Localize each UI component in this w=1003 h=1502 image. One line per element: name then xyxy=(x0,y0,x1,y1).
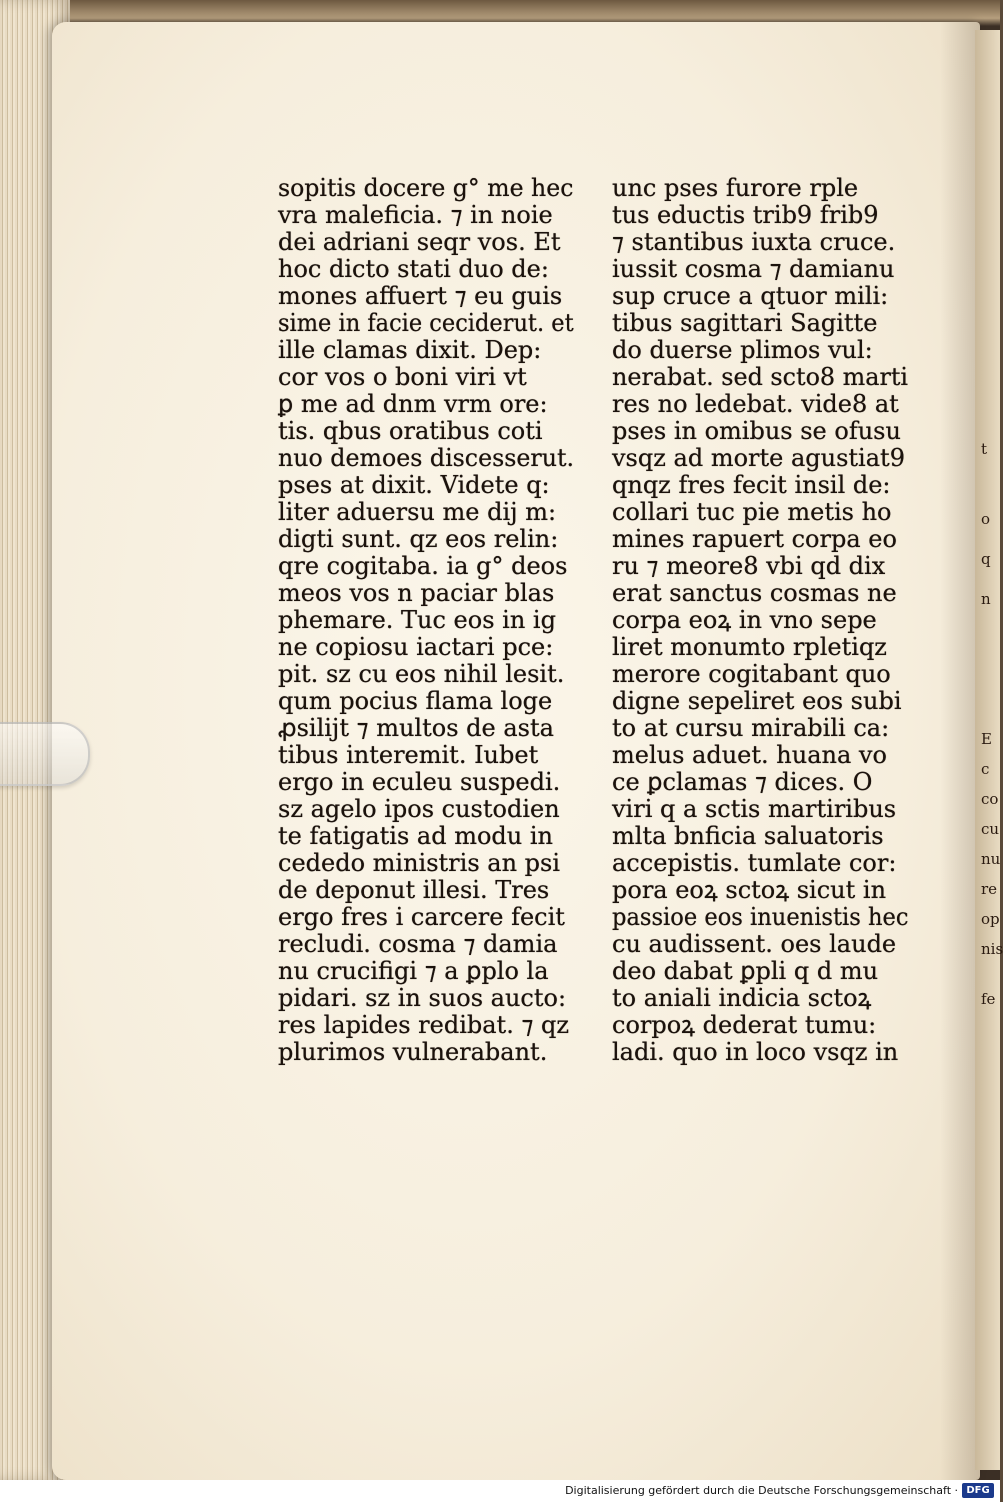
text-line: merore cogitabant quo xyxy=(612,660,891,688)
text-line: corpa eoꝝ in vno sepe xyxy=(612,606,877,634)
facing-page-fragment: o xyxy=(981,510,991,528)
text-line: pora eoꝝ sctoꝝ sicut in xyxy=(612,876,887,904)
text-line: tibus interemit. Iubet xyxy=(278,741,539,769)
text-line: viri q a sctis martiribus xyxy=(612,795,897,823)
text-line: tus eductis trib9 frib9 xyxy=(612,201,879,229)
facing-page-fragment: nis xyxy=(981,940,1003,958)
text-line: ne copiosu iactari pce: xyxy=(278,633,554,661)
text-line: de deponut illesi. Tres xyxy=(278,876,550,904)
text-line: vra maleficia. ⁊ in noie xyxy=(278,201,553,229)
text-line: cor vos o boni viri vt xyxy=(278,363,527,391)
text-line: iussit cosma ⁊ damianu xyxy=(612,255,895,283)
text-line: pidari. sz in suos aucto: xyxy=(278,984,567,1012)
text-line: sime in facie ceciderut. et xyxy=(278,309,574,337)
text-line: phemare. Tuc eos in ig xyxy=(278,606,556,634)
funding-credit: Digitalisierung gefördert durch die Deutsche Forschungsgemeinschaft · xyxy=(565,1484,958,1497)
text-line: ergo in eculeu suspedi. xyxy=(278,768,561,796)
facing-page-fragment: cu xyxy=(981,820,1000,838)
text-line: pit. sz cu eos nihil lesit. xyxy=(278,660,565,688)
facing-page-fragment: n xyxy=(981,590,991,608)
facing-page-fragment: op xyxy=(981,910,1000,928)
text-line: nu crucifigi ⁊ a ꝑplo la xyxy=(278,957,549,985)
text-line: ꝑ me ad dnm vrm ore: xyxy=(278,390,548,418)
text-line: digne sepeliret eos subi xyxy=(612,687,902,715)
text-line: to aniali indicia sctoꝝ xyxy=(612,984,872,1012)
page-gutter xyxy=(940,22,980,1480)
text-line: qnqz fres fecit insil de: xyxy=(612,471,891,499)
text-line: melus aduet. huana vo xyxy=(612,741,887,769)
facing-page-fragment: fe xyxy=(981,990,996,1008)
text-line: ladi. quo in loco vsqz in xyxy=(612,1038,899,1066)
text-line: to at cursu mirabili ca: xyxy=(612,714,890,742)
text-line: liret monumto rpletiqz xyxy=(612,633,887,661)
text-line: cededo ministris an psi xyxy=(278,849,561,877)
text-line: dei adriani seqr vos. Et xyxy=(278,228,561,256)
text-line: nuo demoes discesserut. xyxy=(278,444,575,472)
text-line: ⁊ stantibus iuxta cruce. xyxy=(612,228,896,256)
facing-page-fragment: c xyxy=(981,760,990,778)
next-page-edge xyxy=(975,30,1003,1470)
text-line: vsqz ad morte agustiat9 xyxy=(612,444,905,472)
text-line: tis. qbus oratibus coti xyxy=(278,417,543,445)
facing-page-fragment: co xyxy=(981,790,999,808)
text-line: nerabat. sed scto8 marti xyxy=(612,363,909,391)
text-line: te fatigatis ad modu in xyxy=(278,822,554,850)
text-line: corpoꝝ dederat tumu: xyxy=(612,1011,877,1039)
text-line: sup cruce a qtuor mili: xyxy=(612,282,889,310)
text-line: res no ledebat. vide8 at xyxy=(612,390,899,418)
text-line: pses at dixit. Videte q: xyxy=(278,471,550,499)
text-line: ce ꝑclamas ⁊ dices. O xyxy=(612,768,873,796)
footer-bar xyxy=(0,1480,1000,1502)
text-line: unc pses furore rple xyxy=(612,174,859,202)
text-line: mines rapuert corpa eo xyxy=(612,525,897,553)
text-line: ille clamas dixit. Dep: xyxy=(278,336,542,364)
text-line: deo dabat ꝑpli q d mu xyxy=(612,957,879,985)
text-line: mones affuert ⁊ eu guis xyxy=(278,282,563,310)
facing-page-fragment: t xyxy=(981,440,988,458)
text-line: digti sunt. qz eos relin: xyxy=(278,525,559,553)
text-line: collari tuc pie metis ho xyxy=(612,498,892,526)
text-line: hoc dicto stati duo de: xyxy=(278,255,549,283)
text-line: sopitis docere g° me hec xyxy=(278,174,574,202)
text-line: recludi. cosma ⁊ damia xyxy=(278,930,558,958)
facing-page-fragment: nu xyxy=(981,850,1001,868)
text-line: do duerse plimos vul: xyxy=(612,336,873,364)
text-line: ergo fres i carcere fecit xyxy=(278,903,565,931)
text-line: accepistis. tumlate cor: xyxy=(612,849,897,877)
text-line: pses in omibus se ofusu xyxy=(612,417,901,445)
text-line: ꝓsilijt ⁊ multos de asta xyxy=(278,714,554,742)
text-line: erat sanctus cosmas ne xyxy=(612,579,897,607)
dfg-logo-icon: DFG xyxy=(962,1483,994,1498)
facing-page-fragment: re xyxy=(981,880,998,898)
text-line: plurimos vulnerabant. xyxy=(278,1038,548,1066)
text-line: tibus sagittari Sagitte xyxy=(612,309,878,337)
facing-page-fragment: E xyxy=(981,730,992,748)
facing-page-fragment: q xyxy=(981,550,991,568)
text-column-left xyxy=(278,175,574,1066)
text-line: sz agelo ipos custodien xyxy=(278,795,560,823)
text-line: liter aduersu me dij m: xyxy=(278,498,557,526)
text-line: mlta bnficia saluatoris xyxy=(612,822,884,850)
page-clip xyxy=(0,722,90,786)
text-line: ru ⁊ meore8 vbi qd dix xyxy=(612,552,886,580)
text-line: qum pocius flama loge xyxy=(278,687,553,715)
text-line: cu audissent. oes laude xyxy=(612,930,897,958)
text-line: qre cogitaba. ia g° deos xyxy=(278,552,568,580)
text-line: meos vos n paciar blas xyxy=(278,579,555,607)
text-line: passioe eos inuenistis hec xyxy=(612,903,909,931)
text-column-right xyxy=(612,175,908,1066)
text-line: res lapides redibat. ⁊ qz xyxy=(278,1011,570,1039)
